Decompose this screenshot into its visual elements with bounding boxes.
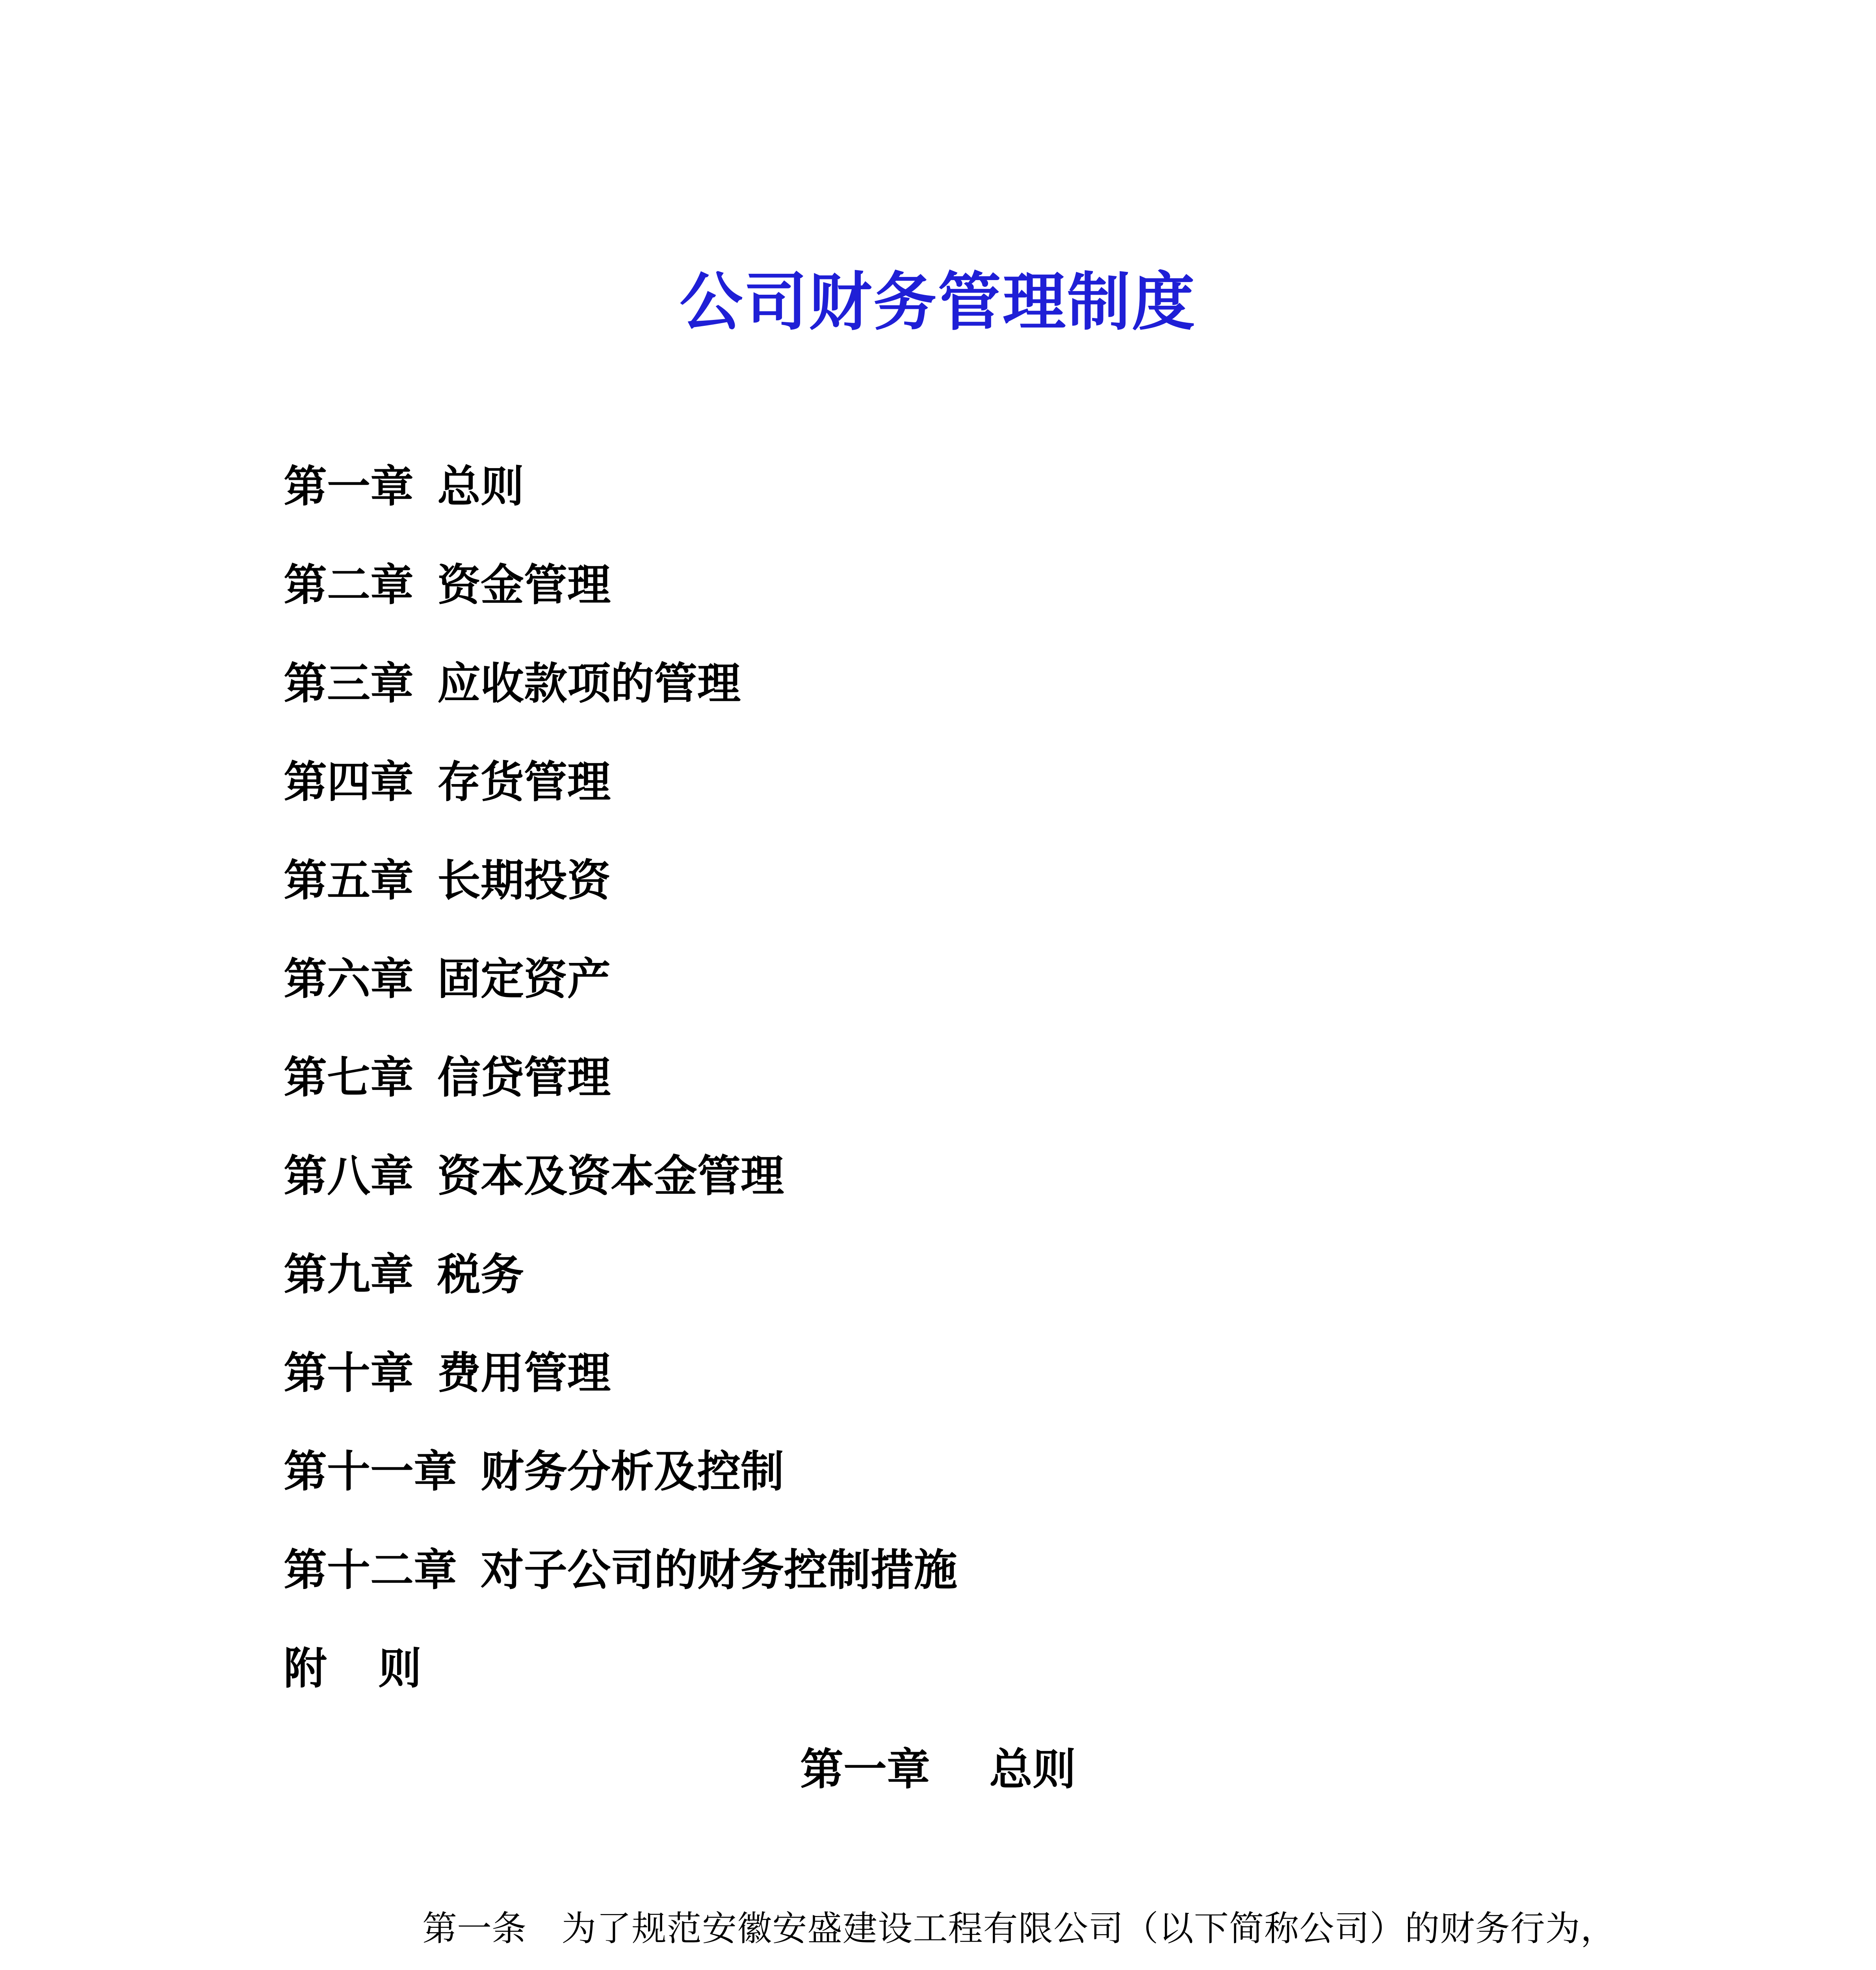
toc-item <box>284 1442 1623 1541</box>
toc-chapter-number: 第八章 <box>284 1151 414 1201</box>
toc-item <box>284 1245 1623 1344</box>
toc-chapter-number: 第四章 <box>284 757 414 807</box>
chapter-title: 总则 <box>989 1744 1076 1795</box>
toc-chapter-title: 财务分析及控制 <box>481 1446 784 1497</box>
toc-item <box>284 851 1623 950</box>
toc-chapter-title: 固定资产 <box>437 954 611 1004</box>
toc-item <box>284 950 1623 1048</box>
toc-chapter-title: 资本及资本金管理 <box>437 1151 784 1201</box>
toc-chapter-number: 第三章 <box>284 658 414 709</box>
toc-item <box>284 1541 1623 1639</box>
toc-chapter-title: 长期投资 <box>437 855 611 906</box>
toc-chapter-number: 第七章 <box>284 1052 414 1103</box>
toc-chapter-title: 信贷管理 <box>437 1052 611 1103</box>
toc-chapter-title: 总则 <box>437 461 524 512</box>
toc-item <box>284 556 1623 654</box>
chapter-number: 第一章 <box>800 1744 930 1795</box>
toc-chapter-title: 资金管理 <box>437 560 611 610</box>
toc-chapter-number: 第一章 <box>284 461 414 512</box>
table-of-contents <box>284 457 1623 1738</box>
article-text: 为了规范安徽安盛建设工程有限公司（以下简称公司）的财务行为， <box>561 1908 1615 1949</box>
toc-chapter-number: 第十一章 <box>284 1446 457 1497</box>
toc-item <box>284 654 1623 753</box>
toc-chapter-number: 第十章 <box>284 1348 414 1398</box>
toc-chapter-number: 第二章 <box>284 560 414 610</box>
toc-chapter-number: 第十二章 <box>284 1545 457 1595</box>
toc-item <box>284 753 1623 851</box>
toc-chapter-title: 对子公司的财务控制措施 <box>481 1545 957 1595</box>
toc-chapter-title: 存货管理 <box>437 757 611 807</box>
article-number: 第一条 <box>422 1908 527 1949</box>
toc-chapter-number: 第五章 <box>284 855 414 906</box>
toc-chapter-number: 第九章 <box>284 1249 414 1300</box>
toc-item <box>284 1147 1623 1245</box>
toc-chapter-title: 税务 <box>437 1249 524 1300</box>
toc-chapter-title: 应收款项的管理 <box>437 658 741 709</box>
toc-chapter-title: 则 <box>378 1643 422 1694</box>
article-paragraph <box>284 1879 1615 1970</box>
chapter-heading <box>0 1738 1876 1801</box>
toc-item <box>284 1639 1623 1738</box>
toc-item <box>284 1344 1623 1442</box>
toc-item <box>284 1048 1623 1147</box>
toc-chapter-number: 第六章 <box>284 954 414 1004</box>
toc-chapter-number: 附 <box>284 1643 327 1694</box>
toc-item <box>284 457 1623 556</box>
toc-chapter-title: 费用管理 <box>437 1348 611 1398</box>
document-title: 公司财务管理制度 <box>679 265 1196 339</box>
